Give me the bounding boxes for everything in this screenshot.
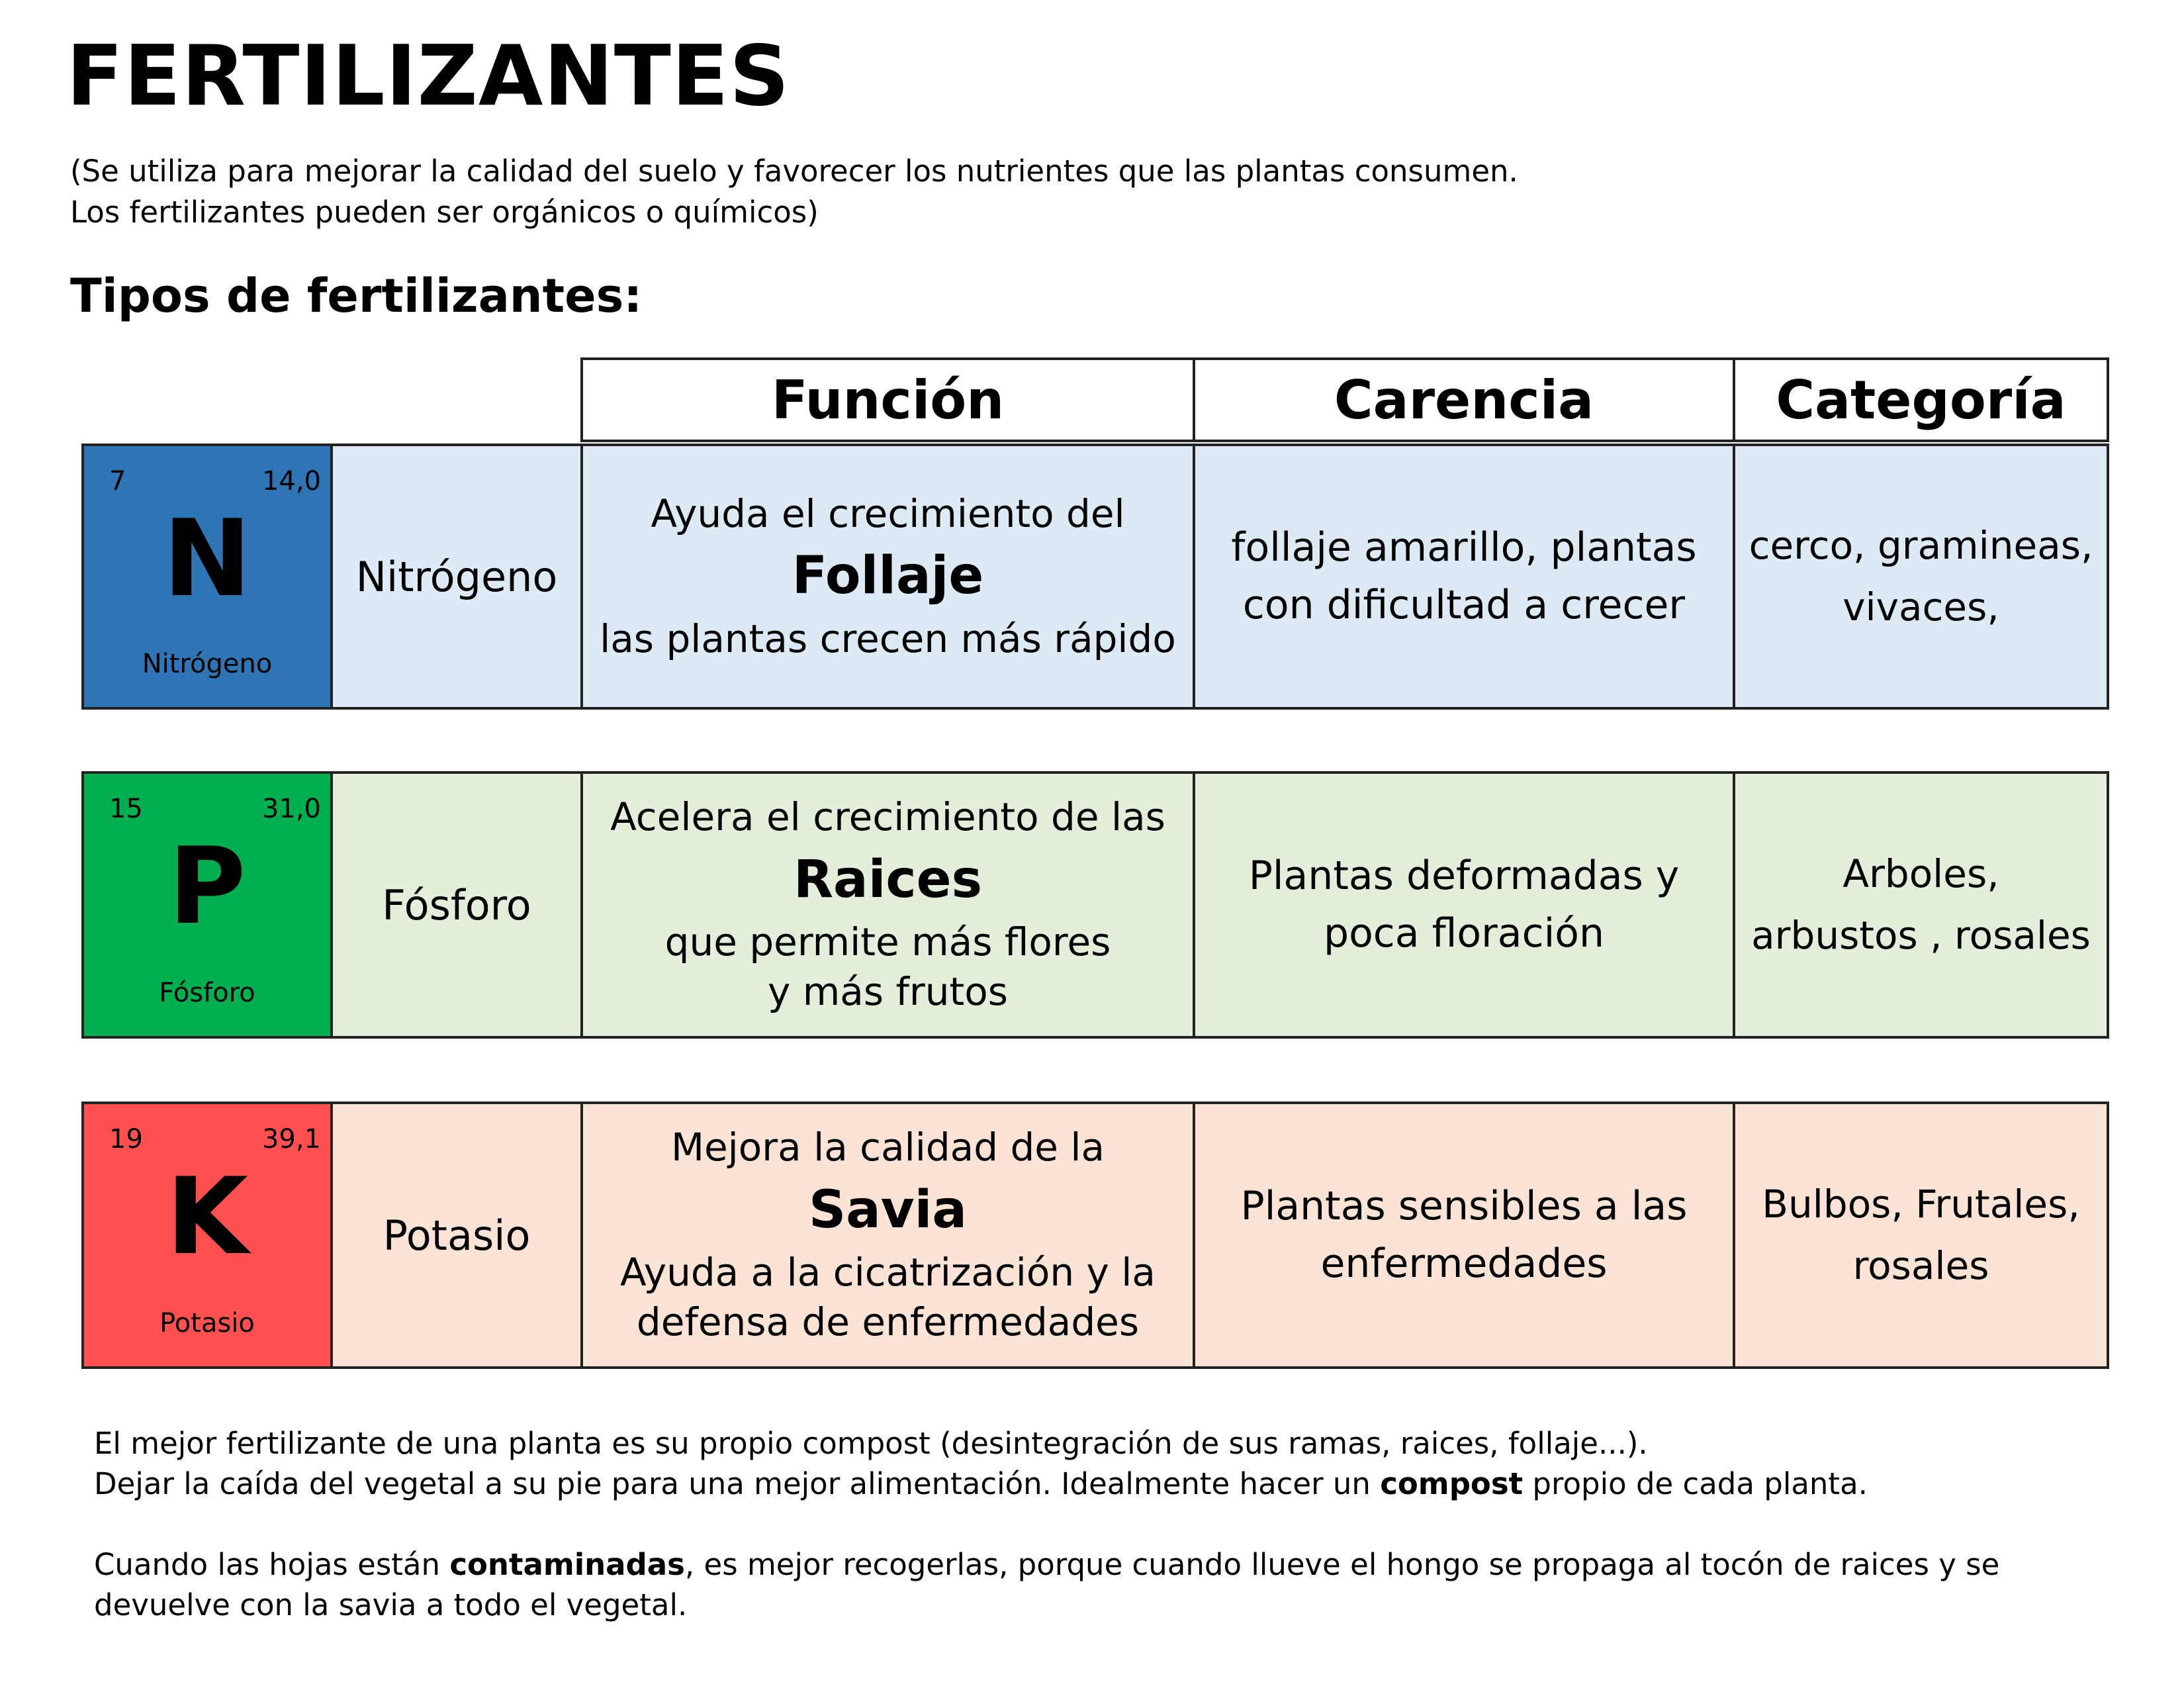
header-categoria: Categoría — [1776, 369, 2066, 431]
element-tile-name: Fósforo — [159, 978, 255, 1008]
section-subtitle: Tipos de fertilizantes: — [70, 269, 643, 323]
carencia-cell — [1195, 446, 1735, 707]
intro-line-1: (Se utiliza para mejorar la calidad del suelo y favorecer los nutrientes que las plantas consumen. — [70, 154, 1518, 189]
footer-line-3 — [94, 1544, 2119, 1585]
intro-line-2: Los fertilizantes pueden ser orgánicos o químicos) — [70, 195, 819, 230]
funcion-post-1: las plantas crecen más rápido — [600, 616, 1176, 661]
footer-bold-contaminadas: contaminadas — [449, 1547, 685, 1582]
element-name: Nitrógeno — [333, 446, 583, 707]
carencia-cell — [1195, 774, 1735, 1036]
element-tile-k — [84, 1104, 333, 1366]
element-name: Fósforo — [333, 774, 583, 1036]
element-tile-n — [84, 446, 333, 707]
categoria-line-1: cerco, gramineas, — [1749, 523, 2093, 569]
carencia-line-1: Plantas deformadas y — [1248, 853, 1680, 899]
atomic-number: 7 — [109, 466, 126, 496]
footer-text: Dejar la caída del vegetal a su pie para una mejor alimentación. Idealmente hacer un — [94, 1466, 1381, 1501]
categoria-cell — [1735, 774, 2107, 1036]
atomic-mass: 39,1 — [261, 1124, 321, 1154]
atomic-mass: 31,0 — [261, 794, 321, 824]
funcion-highlight: Raices — [794, 849, 982, 910]
funcion-cell — [583, 774, 1195, 1036]
element-name: Potasio — [333, 1104, 583, 1366]
atomic-number: 15 — [109, 794, 143, 824]
carencia-line-2: poca floración — [1324, 910, 1604, 957]
funcion-highlight: Follaje — [792, 546, 984, 606]
funcion-post-1: Ayuda a la cicatrización y la — [620, 1249, 1156, 1295]
header-carencia: Carencia — [1195, 360, 1735, 440]
funcion-cell — [583, 1104, 1195, 1366]
element-symbol: N — [163, 496, 251, 620]
footer-line-2 — [94, 1464, 2119, 1504]
funcion-pre: Acelera el crecimiento de las — [610, 794, 1165, 840]
paragraph-gap — [94, 1504, 2119, 1544]
categoria-line-2: vivaces, — [1843, 585, 1999, 630]
carencia-line-1: Plantas sensibles a las — [1240, 1183, 1688, 1229]
categoria-cell — [1735, 1104, 2107, 1366]
funcion-post-1: que permite más flores — [664, 919, 1111, 964]
table-row-fosforo — [81, 771, 2109, 1039]
categoria-line-1: Bulbos, Frutales, — [1762, 1182, 2080, 1227]
categoria-cell — [1735, 446, 2107, 707]
footer-line-4: devuelve con la savia a todo el vegetal. — [94, 1587, 688, 1622]
element-symbol: K — [166, 1154, 248, 1278]
funcion-pre: Ayuda el crecimiento del — [651, 491, 1125, 537]
table-row-nitrogeno — [81, 444, 2109, 710]
funcion-cell — [583, 446, 1195, 707]
funcion-post-2: defensa de enfermedades — [636, 1299, 1140, 1345]
element-tile-name: Potasio — [159, 1308, 255, 1338]
carencia-line-2: enfermedades — [1320, 1241, 1608, 1287]
categoria-line-2: rosales — [1852, 1243, 1989, 1288]
footer-text: Cuando las hojas están — [94, 1547, 450, 1582]
funcion-post-2: y más frutos — [768, 969, 1008, 1015]
footer-bold-compost: compost — [1380, 1466, 1524, 1501]
carencia-line-1: follaje amarillo, plantas — [1231, 524, 1697, 571]
table-row-potasio — [81, 1102, 2109, 1369]
page-title: FERTILIZANTES — [66, 27, 790, 124]
footer-notes — [94, 1423, 2119, 1625]
carencia-line-2: con dificultad a crecer — [1242, 582, 1686, 628]
element-symbol: P — [168, 824, 246, 948]
funcion-highlight: Savia — [808, 1180, 968, 1240]
footer-text: , es mejor recogerlas, porque cuando llueve el hongo se propaga al tocón de raices y se — [684, 1547, 2000, 1582]
intro-text — [70, 151, 1725, 233]
atomic-number: 19 — [109, 1124, 143, 1154]
element-tile-p — [84, 774, 333, 1036]
categoria-line-1: Arboles, — [1843, 851, 1999, 897]
table-header — [580, 357, 2109, 442]
funcion-pre: Mejora la calidad de la — [670, 1125, 1105, 1170]
atomic-mass: 14,0 — [261, 466, 321, 496]
header-funcion: Función — [583, 360, 1195, 440]
footer-line-1: El mejor fertilizante de una planta es su propio compost (desintegración de sus ramas, raices, follaje...). — [94, 1426, 1648, 1461]
carencia-cell — [1195, 1104, 1735, 1366]
element-tile-name: Nitrógeno — [142, 649, 273, 679]
categoria-line-2: arbustos , rosales — [1751, 913, 2091, 958]
footer-text: propio de cada planta. — [1523, 1466, 1868, 1501]
